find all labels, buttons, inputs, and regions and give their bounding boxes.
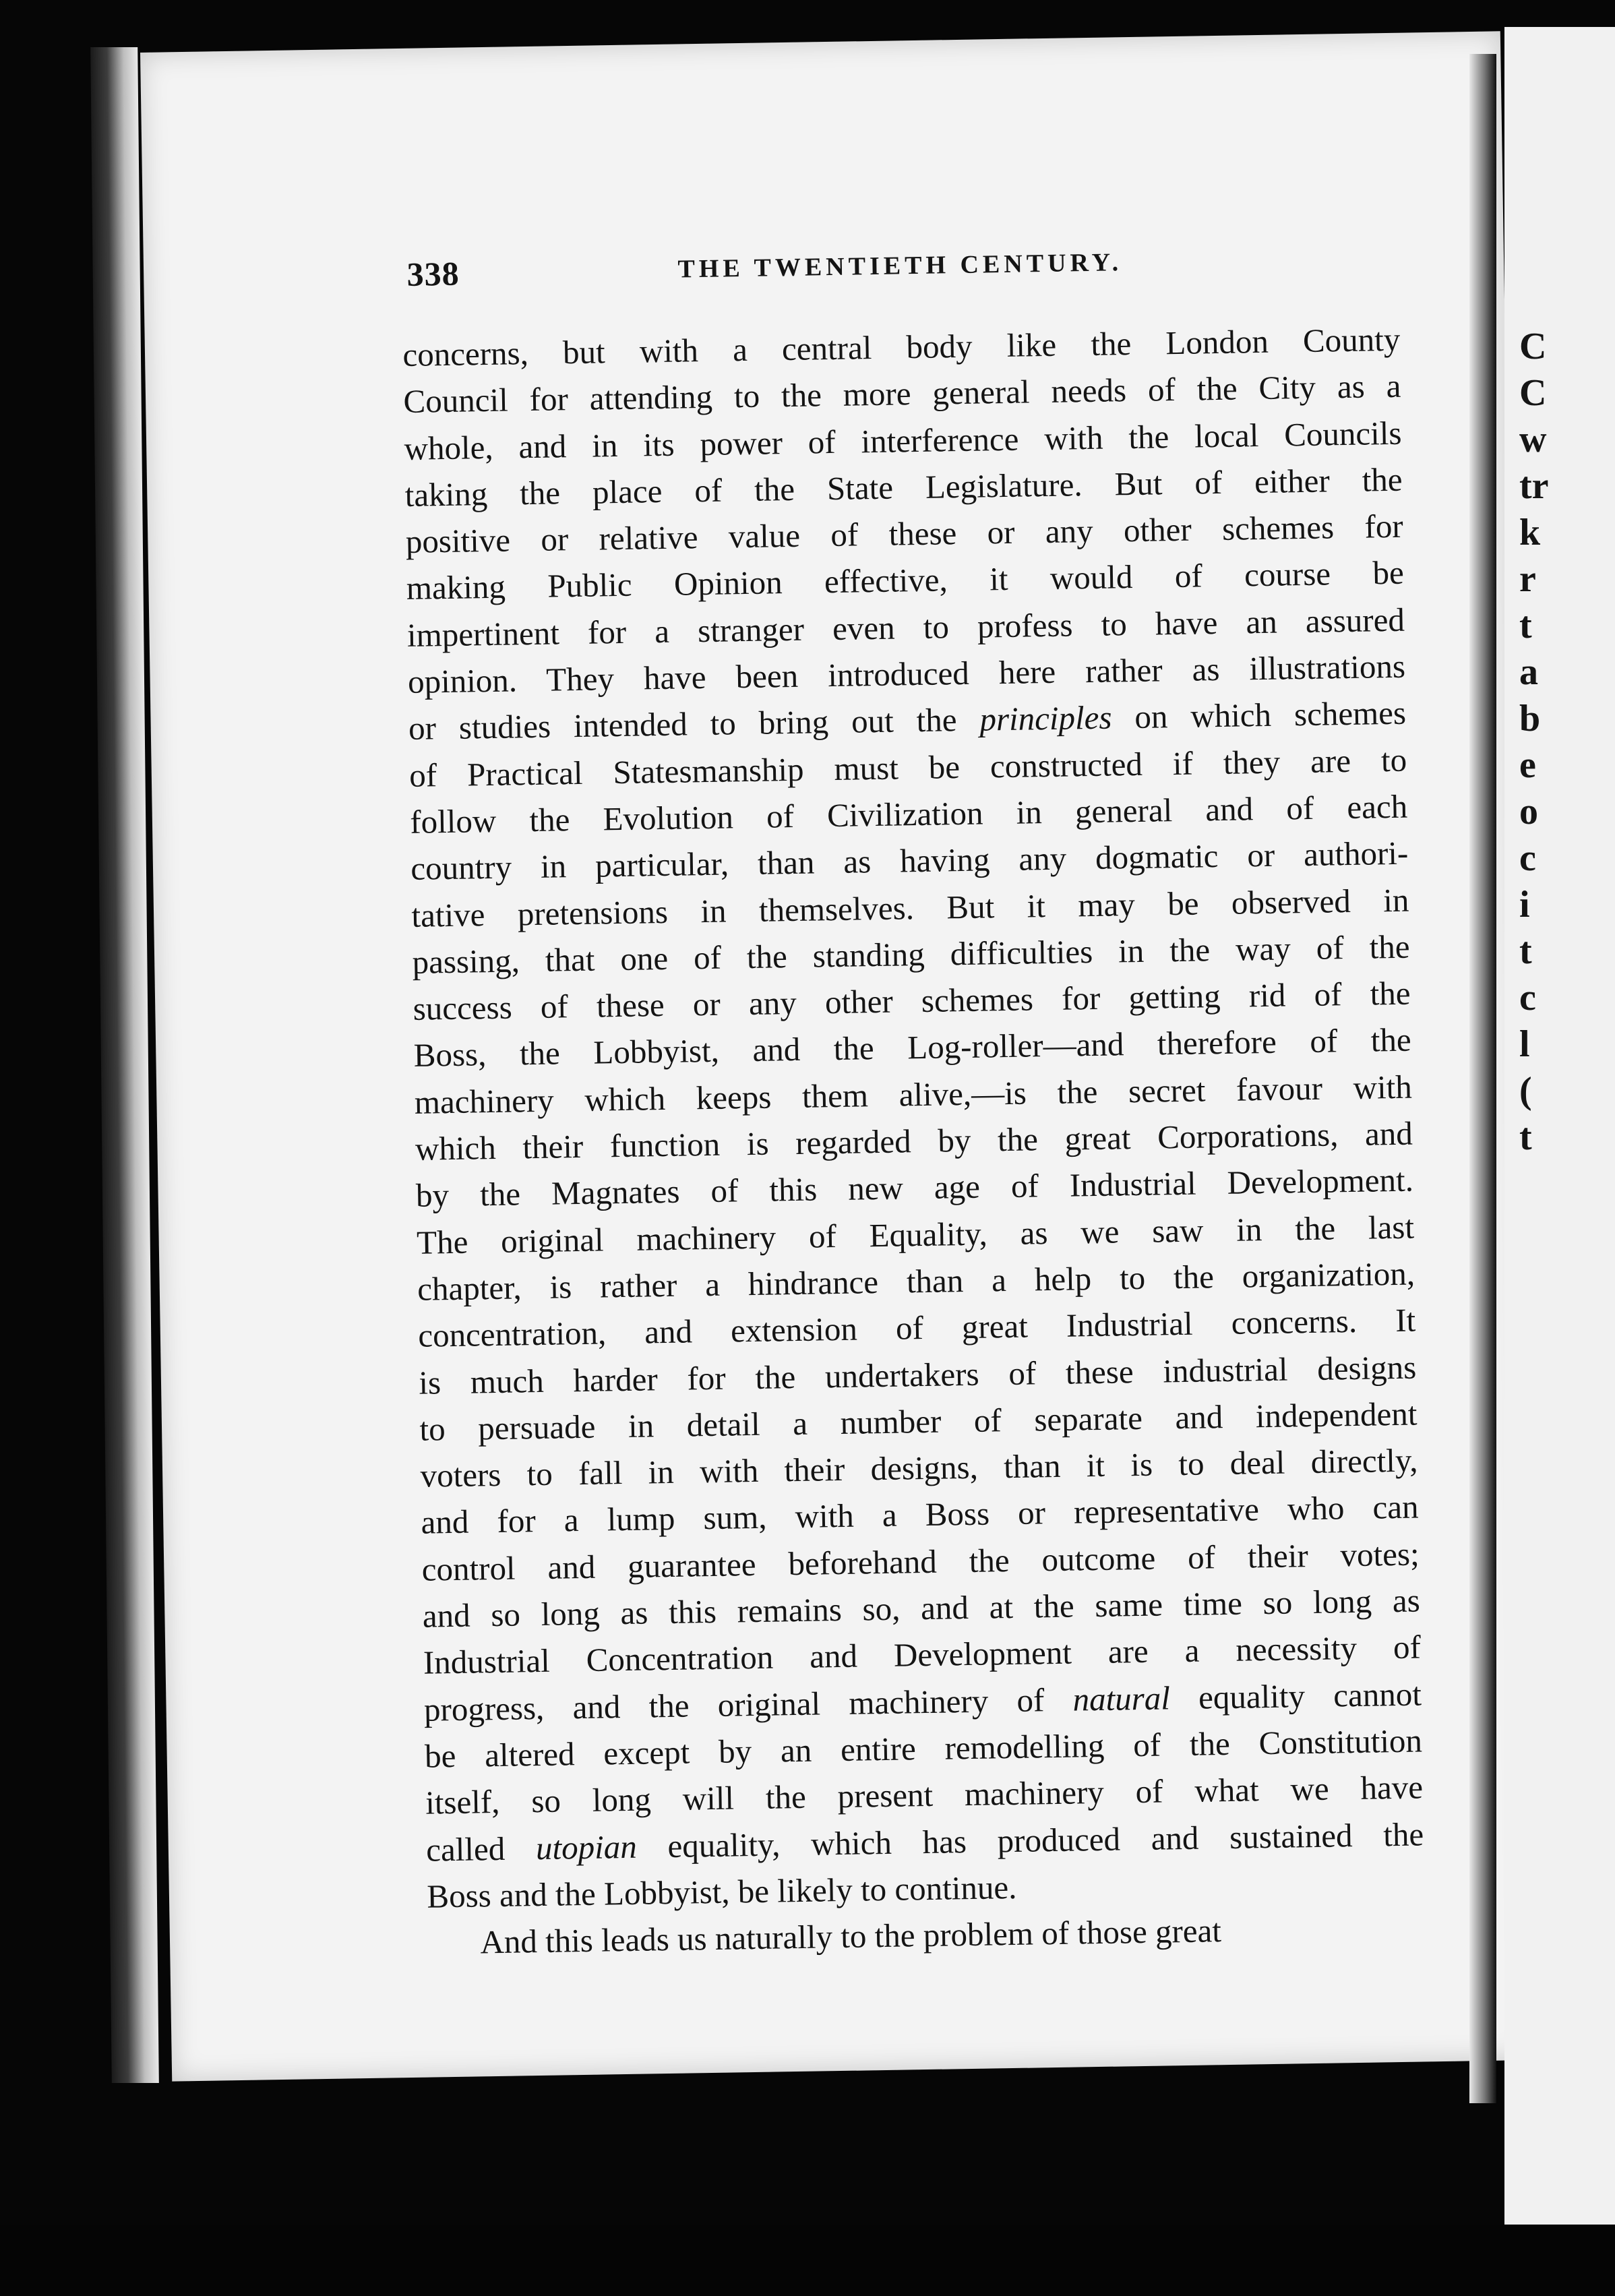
text-line: concentration, and extension of great Industrial concerns. It <box>417 1301 1416 1355</box>
scan-border <box>0 2225 1615 2296</box>
text-line: impertinent for a stranger even to profess to have an assured <box>406 601 1405 654</box>
fragment-letter: t <box>1519 1116 1532 1158</box>
fragment-letter: b <box>1519 698 1541 739</box>
text-line: And this leads us naturally to the problem of those great <box>480 1912 1222 1961</box>
adjacent-page-letters <box>1519 324 1549 1161</box>
fragment-letter: w <box>1519 419 1547 460</box>
fragment-letter: c <box>1519 837 1536 879</box>
text-line: control and guarantee beforehand the outcome of their votes; <box>421 1535 1420 1588</box>
fragment-letter: k <box>1519 512 1541 553</box>
text-line: The original machinery of Equality, as we saw in the last <box>416 1208 1415 1261</box>
text-line: itself, so long will the present machinery of what we have <box>425 1768 1424 1821</box>
italic-word: principles <box>979 698 1112 738</box>
fragment-letter: ( <box>1519 1070 1532 1112</box>
adjacent-page-fragment <box>1504 27 1615 2252</box>
text-line: which their function is regarded by the great Corporations, and <box>415 1114 1413 1168</box>
text-line: follow the Evolution of Civilization in general and of each <box>409 787 1408 841</box>
fragment-letter: tr <box>1519 465 1549 507</box>
text-line: is much harder for the undertakers of these industrial designs <box>418 1348 1417 1401</box>
text-line: Council for attending to the more general needs of the City as a <box>403 367 1401 421</box>
text-line: called utopian equality, which has produced and sustained the <box>425 1815 1424 1869</box>
text-line: or studies intended to bring out the principles on which schemes <box>408 694 1407 748</box>
italic-word: utopian <box>535 1827 638 1867</box>
fragment-letter: C <box>1519 372 1547 414</box>
fragment-letter: t <box>1519 605 1532 646</box>
text-line: be altered except by an entire remodelling of the Constitution <box>424 1722 1423 1775</box>
text-line: taking the place of the State Legislature. But of either the <box>404 460 1403 514</box>
text-line: Boss, the Lobbyist, and the Log-roller—and therefore of the <box>413 1021 1412 1075</box>
text-line: by the Magnates of this new age of Industrial Development. <box>415 1161 1414 1215</box>
page-gutter-shadow <box>1469 54 1496 2103</box>
italic-word: natural <box>1072 1679 1171 1718</box>
text-line: passing, that one of the standing difficulties in the way of the <box>412 928 1410 981</box>
text-line: progress, and the original machinery of natural equality cannot <box>423 1675 1422 1728</box>
text-line: country in particular, than as having any dogmatic or authori- <box>410 834 1409 888</box>
fragment-letter: r <box>1519 558 1536 600</box>
fragment-letter: c <box>1519 977 1536 1019</box>
text-line: opinion. They have been introduced here rather as illustrations <box>407 647 1406 700</box>
text-line: success of these or any other schemes for getting rid of the <box>413 974 1411 1028</box>
text-line: and so long as this remains so, and at the same time so long as <box>422 1581 1421 1635</box>
body-text <box>402 316 1426 1966</box>
text-line: voters to fall in with their designs, than it is to deal directly, <box>420 1441 1418 1494</box>
text-line: Boss and the Lobbyist, be likely to continue. <box>426 1868 1017 1915</box>
text-line: of Practical Statesmanship must be constructed if they are to <box>408 741 1407 794</box>
fragment-letter: a <box>1519 651 1538 693</box>
text-line: chapter, is rather a hindrance than a help to the organization, <box>417 1255 1415 1308</box>
text-line: and for a lump sum, with a Boss or representative who can <box>421 1488 1419 1542</box>
text-line: Industrial Concentration and Development are a necessity of <box>423 1628 1422 1682</box>
text-line: making Public Opinion effective, it would of course be <box>406 554 1405 607</box>
page-number: 338 <box>406 254 460 293</box>
fragment-letter: i <box>1519 884 1530 926</box>
text-line: tative pretensions in themselves. But it may be observed in <box>411 881 1409 934</box>
text-line: whole, and in its power of interference with the local Councils <box>404 414 1402 467</box>
fragment-letter: e <box>1519 744 1536 786</box>
page-content <box>401 234 1426 1966</box>
running-title: THE TWENTIETH CENTURY. <box>677 248 1123 284</box>
text-line: machinery which keeps them alive,—is the secret favour with <box>414 1068 1413 1121</box>
text-line: positive or relative value of these or any other schemes for <box>405 507 1404 561</box>
fragment-letter: C <box>1519 326 1547 367</box>
fragment-letter: o <box>1519 791 1538 833</box>
text-line: concerns, but with a central body like the London County <box>402 320 1401 373</box>
fragment-letter: t <box>1519 930 1532 972</box>
fragment-letter: l <box>1519 1023 1530 1065</box>
text-line: to persuade in detail a number of separate and independent <box>419 1395 1418 1448</box>
